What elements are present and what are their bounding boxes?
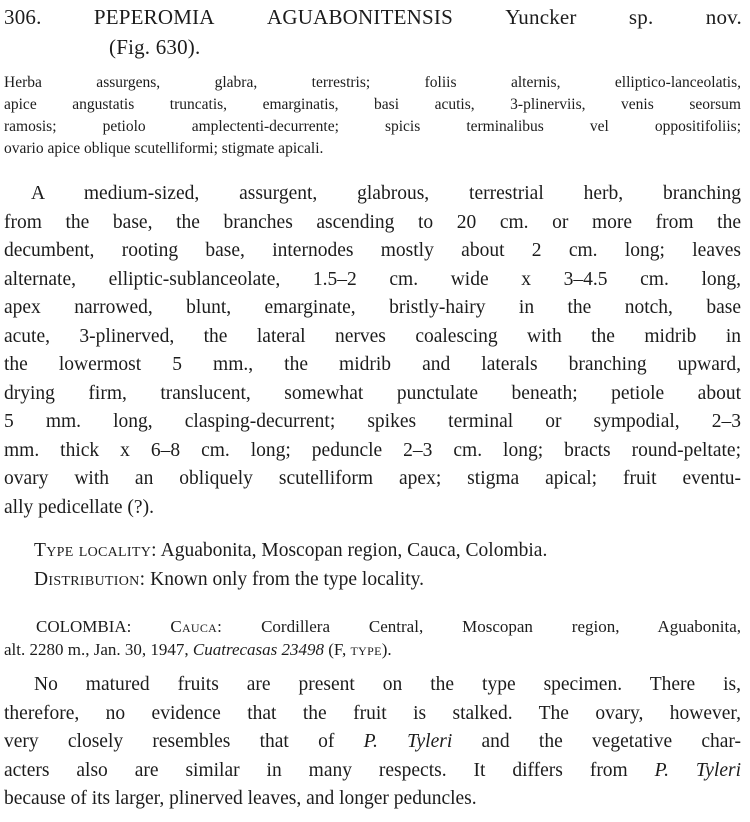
description-line: ally pedicellate (?). xyxy=(4,496,154,518)
status-nov: nov. xyxy=(705,5,742,29)
specimen-country: COLOMBIA: xyxy=(36,617,132,636)
figure-reference: (Fig. 630). xyxy=(109,35,201,59)
species-reference: P. Tyleri xyxy=(654,759,742,781)
description-line: the lowermost 5 mm., the midrib and laterals branching upward, xyxy=(4,354,741,375)
status-sp: sp. xyxy=(628,5,654,29)
description-line: mm. thick x 6–8 cm. long; peduncle 2–3 cm. long; bracts round-peltate; xyxy=(4,439,741,461)
locality-block xyxy=(34,537,744,594)
type-locality-label: Type locality: xyxy=(34,540,157,561)
discussion-line xyxy=(4,757,741,786)
specimen-line-2 xyxy=(4,638,741,661)
species-reference: P. Tyleri xyxy=(363,731,453,752)
discussion-text: acters also are similar in many respects. It differs from xyxy=(4,759,628,781)
heading-line-1 xyxy=(4,2,742,32)
type-locality-text: Aguabonita, Moscopan region, Cauca, Colombia. xyxy=(160,540,548,561)
specimen-line-1 xyxy=(4,615,741,638)
discussion xyxy=(4,671,741,814)
description-line: A medium-sized, assurgent, glabrous, terrestrial herb, branching xyxy=(31,183,741,204)
description-line: acute, 3-plinerved, the lateral nerves coalescing with the midrib in xyxy=(4,325,741,347)
latin-line: Herba assurgens, glabra, terrestris; foliis alternis, elliptico-lanceolatis, xyxy=(4,74,741,91)
distribution-text: Known only from the type locality. xyxy=(150,568,425,590)
latin-diagnosis xyxy=(4,72,741,160)
description-line: apex narrowed, blunt, emarginate, bristly-hairy in the notch, base xyxy=(4,297,741,318)
latin-line: ramosis; petiolo amplectenti-decurrente; spicis terminalibus vel oppositifoliis; xyxy=(4,118,741,135)
specimen-altitude-date: alt. 2280 m., Jan. 30, 1947, xyxy=(4,640,189,659)
description-line: from the base, the branches ascending to 20 cm. or more from the xyxy=(4,211,741,233)
english-description xyxy=(4,180,741,522)
discussion-line: No matured fruits are present on the type specimen. There is, xyxy=(34,674,741,695)
description-line: alternate, elliptic-sublanceolate, 1.5–2 cm. wide x 3–4.5 cm. long, xyxy=(4,268,741,290)
specimen-collector: Cuatrecasas 23498 xyxy=(192,640,325,659)
latin-line: apice angustatis truncatis, emarginatis, basi acutis, 3-plinerviis, venis seorsum xyxy=(4,96,741,113)
species-epithet: AGUABONITENSIS xyxy=(266,5,453,29)
specimen-close: ). xyxy=(381,640,392,659)
specimen-citation xyxy=(4,615,741,661)
distribution xyxy=(34,566,744,595)
specimen-herbarium: (F, xyxy=(328,640,347,659)
discussion-line: because of its larger, plinerved leaves, and longer peduncles. xyxy=(4,788,477,809)
description-line: drying firm, translucent, somewhat punctulate beneath; petiole about xyxy=(4,382,741,404)
type-locality xyxy=(34,537,744,566)
genus-name: PEPEROMIA xyxy=(93,5,215,29)
author-name: Yuncker xyxy=(505,5,577,29)
description-line: ovary with an obliquely scutelliform apex; stigma apical; fruit eventu- xyxy=(4,468,741,489)
discussion-line xyxy=(4,728,741,757)
discussion-text: and the vegetative char- xyxy=(481,731,742,752)
specimen-department: Cauca: xyxy=(170,617,223,636)
specimen-type-label: type xyxy=(350,640,382,659)
latin-line: ovario apice oblique scutelliformi; stigmate apicali. xyxy=(4,140,324,157)
description-line: 5 mm. long, clasping-decurrent; spikes terminal or sympodial, 2–3 xyxy=(4,411,741,432)
specimen-locality: Cordillera Central, Moscopan region, Aguabonita, xyxy=(261,617,742,636)
distribution-label: Distribution: xyxy=(34,568,146,590)
species-heading xyxy=(4,2,742,62)
discussion-line: therefore, no evidence that the fruit is stalked. The ovary, however, xyxy=(4,702,741,724)
description-line: decumbent, rooting base, internodes mostly about 2 cm. long; leaves xyxy=(4,240,741,261)
species-number: 306. xyxy=(4,5,42,29)
discussion-text: very closely resembles that of xyxy=(4,731,335,752)
